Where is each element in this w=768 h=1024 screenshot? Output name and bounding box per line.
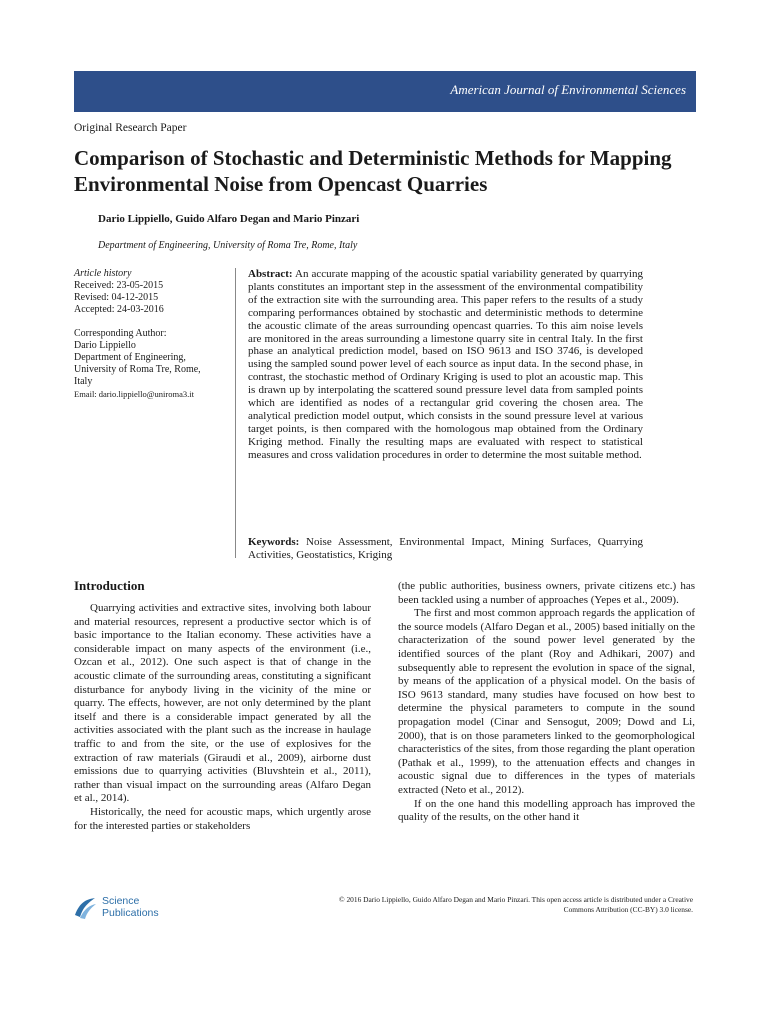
paragraph: If on the one hand this modelling approach has improved the quality of the results, on the other hand it: [398, 797, 695, 824]
corresponding-author-country: Italy: [74, 376, 93, 387]
article-info-sidebar: [74, 268, 230, 400]
corresponding-author-univ: University of Roma Tre, Rome,: [74, 364, 201, 375]
received-date: Received: 23-05-2015: [74, 280, 164, 291]
section-heading-introduction: Introduction: [74, 578, 145, 593]
body-column-right: [398, 580, 695, 825]
affiliation: Department of Engineering, University of Roma Tre, Rome, Italy: [98, 240, 358, 251]
accepted-date: Accepted: 24-03-2016: [74, 304, 164, 315]
paragraph: Quarrying activities and extractive sites, involving both labour and material resources, represent a productive sector which is of basic importance to the Italian economy. These activities have a considerable impact on many aspects of the environment (i.e., Ozcan et al., 2012). One such aspect is that of change in the acoustic climate of the surrounding areas, constituting a significant disturbance for anybody living in the vicinity of the mine or quarry. The effects, however, are not only determined by the plant itself and there is a considerable impact generated by all the activities associated with the plant such as the increase in haulage traffic to and from the site, or the use of explosives for the extraction of raw materials (Giraudi et al., 2009), airborne dust emissions due to quarrying activities (Bluvshtein et al., 2011), rather than visual impact on the surrounding areas (Alfaro Degan et al., 2014).: [74, 602, 371, 805]
corresponding-author-name: Dario Lippiello: [74, 340, 136, 351]
keywords-text: Noise Assessment, Environmental Impact, Mining Surfaces, Quarrying Activities, Geostatistics, Kriging: [248, 536, 643, 561]
revised-date: Revised: 04-12-2015: [74, 292, 159, 303]
license-line: © 2016 Dario Lippiello, Guido Alfaro Degan and Mario Pinzari. This open access article is distributed under a Creative: [339, 895, 693, 904]
paragraph: Historically, the need for acoustic maps, which urgently arose for the interested parties or stakeholders: [74, 805, 371, 832]
paper-title: Comparison of Stochastic and Deterministic Methods for Mapping Environmental Noise from Opencast Quarries: [74, 146, 672, 196]
journal-name: American Journal of Environmental Sciences: [450, 82, 686, 97]
authors: Dario Lippiello, Guido Alfaro Degan and Mario Pinzari: [98, 213, 360, 225]
paper-type: Original Research Paper: [74, 122, 187, 134]
corresponding-author-dept: Department of Engineering,: [74, 352, 186, 363]
corresponding-author-email[interactable]: Email: dario.lippiello@uniroma3.it: [74, 389, 194, 399]
publisher-logo-text: Science Publications: [102, 895, 159, 919]
abstract: [248, 268, 643, 462]
keywords: [248, 536, 643, 562]
license-notice: [238, 895, 693, 915]
paragraph: The first and most common approach regards the application of the source models (Alfaro Degan et al., 2005) based initially on the characterization of the sound power level generated by the identified sources of the plant (Roy and Adhikari, 2007) and subsequently able to represent the evolution in space of the signal, by means of the application of a physical model. On the basis of ISO 9613 standard, many studies have focused on how best to determine the physical parameters to compute in the sound propagation model (Cinar and Sensogut, 2009; Dowd and Li, 2000), that is on those parameters linked to the geomorphological characteristics of the sites, from those regarding the plant operation (Pathak et al., 1999), to the attenuation effects and changes in acoustic signal due to differences in the types of materials extracted (Neto et al., 2012).: [398, 607, 695, 796]
license-line: Commons Attribution (CC-BY) 3.0 license.: [563, 905, 693, 914]
publisher-logo: [72, 893, 182, 923]
body-column-left: [74, 602, 371, 833]
abstract-label: Abstract:: [248, 268, 293, 280]
keywords-label: Keywords:: [248, 536, 300, 548]
sidebar-divider: [235, 268, 236, 558]
paragraph: (the public authorities, business owners, private citizens etc.) has been tackled using a number of approaches (Yepes et al., 2009).: [398, 580, 695, 606]
abstract-text: An accurate mapping of the acoustic spatial variability generated by quarrying plants constitutes an important step in the assessment of the environmental compatibility of the extraction site with the surrounding area. This paper refers to the results of a study comparing performances obtained by stochastic and deterministic methods to determine the acoustic climate of the areas surrounding opencast quarries. To this aim noise levels are monitored in the areas surrounding a limestone quarry site in central Italy. In the first phase an analytical prediction model, based on ISO 9613 and ISO 3746, is developed using the sampled sound power level of each source as input data. In the second phase, in contrast, the stochastic method of Ordinary Kriging is used to plot an acoustic map. This is drawn up by interpolating the scattered sound pressure level data from sampled points which are identified as nodes of a rectangular grid covering the chosen area. The analytical prediction model output, which consists in the sound pressure level at various target points, is then compared with the homologous map obtained from the Ordinary Kriging method. Finally the resulting maps are evaluated with respect to statistical measures and cross validation procedures in order to determine the most suitable method.: [248, 268, 643, 461]
publisher-logo-icon: [72, 895, 98, 921]
article-history-label: Article history: [74, 268, 132, 279]
corresponding-author-label: Corresponding Author:: [74, 328, 167, 339]
journal-banner: [74, 71, 696, 112]
